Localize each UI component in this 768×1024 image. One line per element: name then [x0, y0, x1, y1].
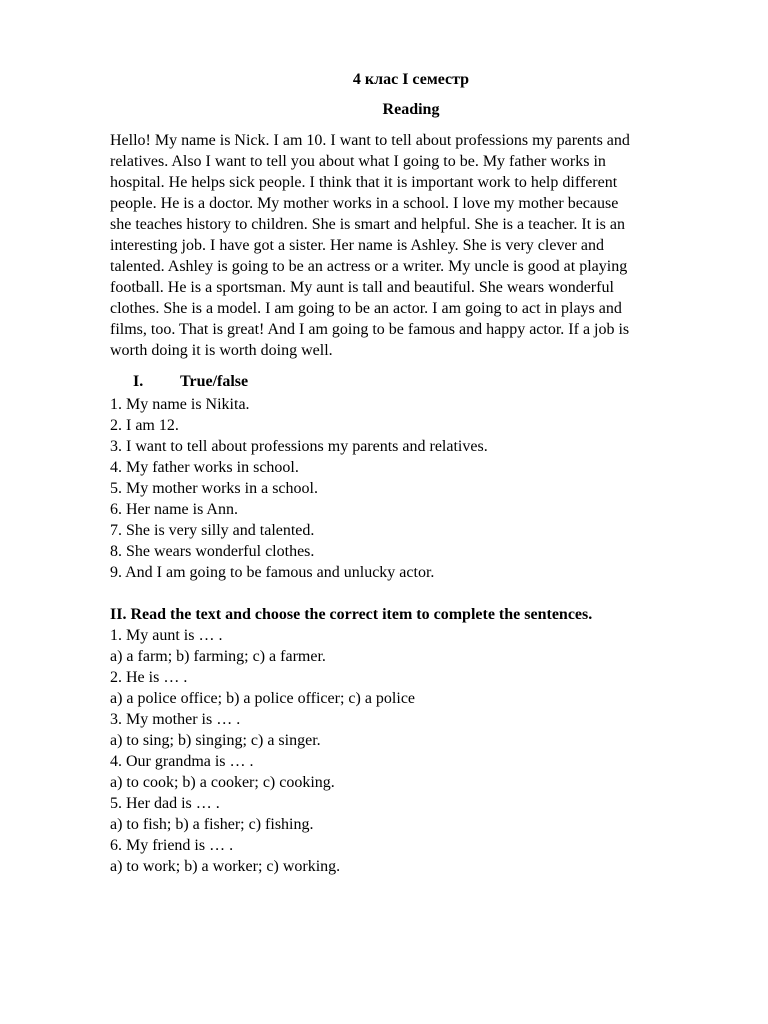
list-item: 2. He is … . [110, 669, 188, 686]
list-item: a) to fish; b) a fisher; c) fishing. [110, 816, 314, 833]
reading-line: hospital. He helps sick people. I think that it is important work to help different [110, 174, 618, 191]
true-false-list [110, 394, 488, 583]
section-heading-reading: Reading [382, 101, 440, 118]
reading-text [110, 130, 700, 361]
reading-line: clothes. She is a model. I am going to be an actor. I am going to act in plays and [110, 300, 622, 317]
list-item: a) to work; b) a worker; c) working. [110, 858, 341, 875]
reading-line: talented. Ashley is going to be an actress or a writer. My uncle is good at playing [110, 258, 628, 275]
list-item: 4. My father works in school. [110, 459, 299, 476]
reading-line: films, too. That is great! And I am going to be famous and happy actor. If a job is [110, 321, 630, 338]
section-title: True/false [180, 373, 249, 390]
page-title: 4 клас I семестр [352, 71, 470, 88]
list-item: 7. She is very silly and talented. [110, 522, 315, 539]
list-item: 3. I want to tell about professions my parents and relatives. [110, 438, 488, 455]
section-number: I. [133, 373, 144, 390]
list-item: 1. My name is Nikita. [110, 396, 250, 413]
list-item: 2. I am 12. [110, 417, 179, 434]
reading-line: interesting job. I have got a sister. Her name is Ashley. She is very clever and [110, 237, 604, 254]
list-item: a) to cook; b) a cooker; c) cooking. [110, 774, 335, 791]
reading-line: people. He is a doctor. My mother works in a school. I love my mother because [110, 195, 619, 212]
list-item: a) to sing; b) singing; c) a singer. [110, 732, 321, 749]
list-item: 8. She wears wonderful clothes. [110, 543, 315, 560]
list-item: 4. Our grandma is … . [110, 753, 254, 770]
section-heading-true-false [133, 372, 248, 392]
section-heading-choose-item: II. Read the text and choose the correct item to complete the sentences. [110, 606, 593, 623]
reading-line: she teaches history to children. She is smart and helpful. She is a teacher. It is an [110, 216, 625, 233]
list-item: 9. And I am going to be famous and unlucky actor. [110, 564, 435, 581]
reading-line: worth doing it is worth doing well. [110, 342, 333, 359]
list-item: 6. Her name is Ann. [110, 501, 238, 518]
list-item: 1. My aunt is … . [110, 627, 223, 644]
list-item: a) a police office; b) a police officer; c) a police [110, 690, 416, 707]
multiple-choice-list [110, 625, 415, 877]
reading-line: Hello! My name is Nick. I am 10. I want to tell about professions my parents and [110, 132, 630, 149]
list-item: 5. My mother works in a school. [110, 480, 318, 497]
list-item: 5. Her dad is … . [110, 795, 220, 812]
list-item: 6. My friend is … . [110, 837, 234, 854]
reading-line: relatives. Also I want to tell you about what I going to be. My father works in [110, 153, 606, 170]
list-item: 3. My mother is … . [110, 711, 241, 728]
list-item: a) a farm; b) farming; c) a farmer. [110, 648, 326, 665]
reading-line: football. He is a sportsman. My aunt is tall and beautiful. She wears wonderful [110, 279, 614, 296]
